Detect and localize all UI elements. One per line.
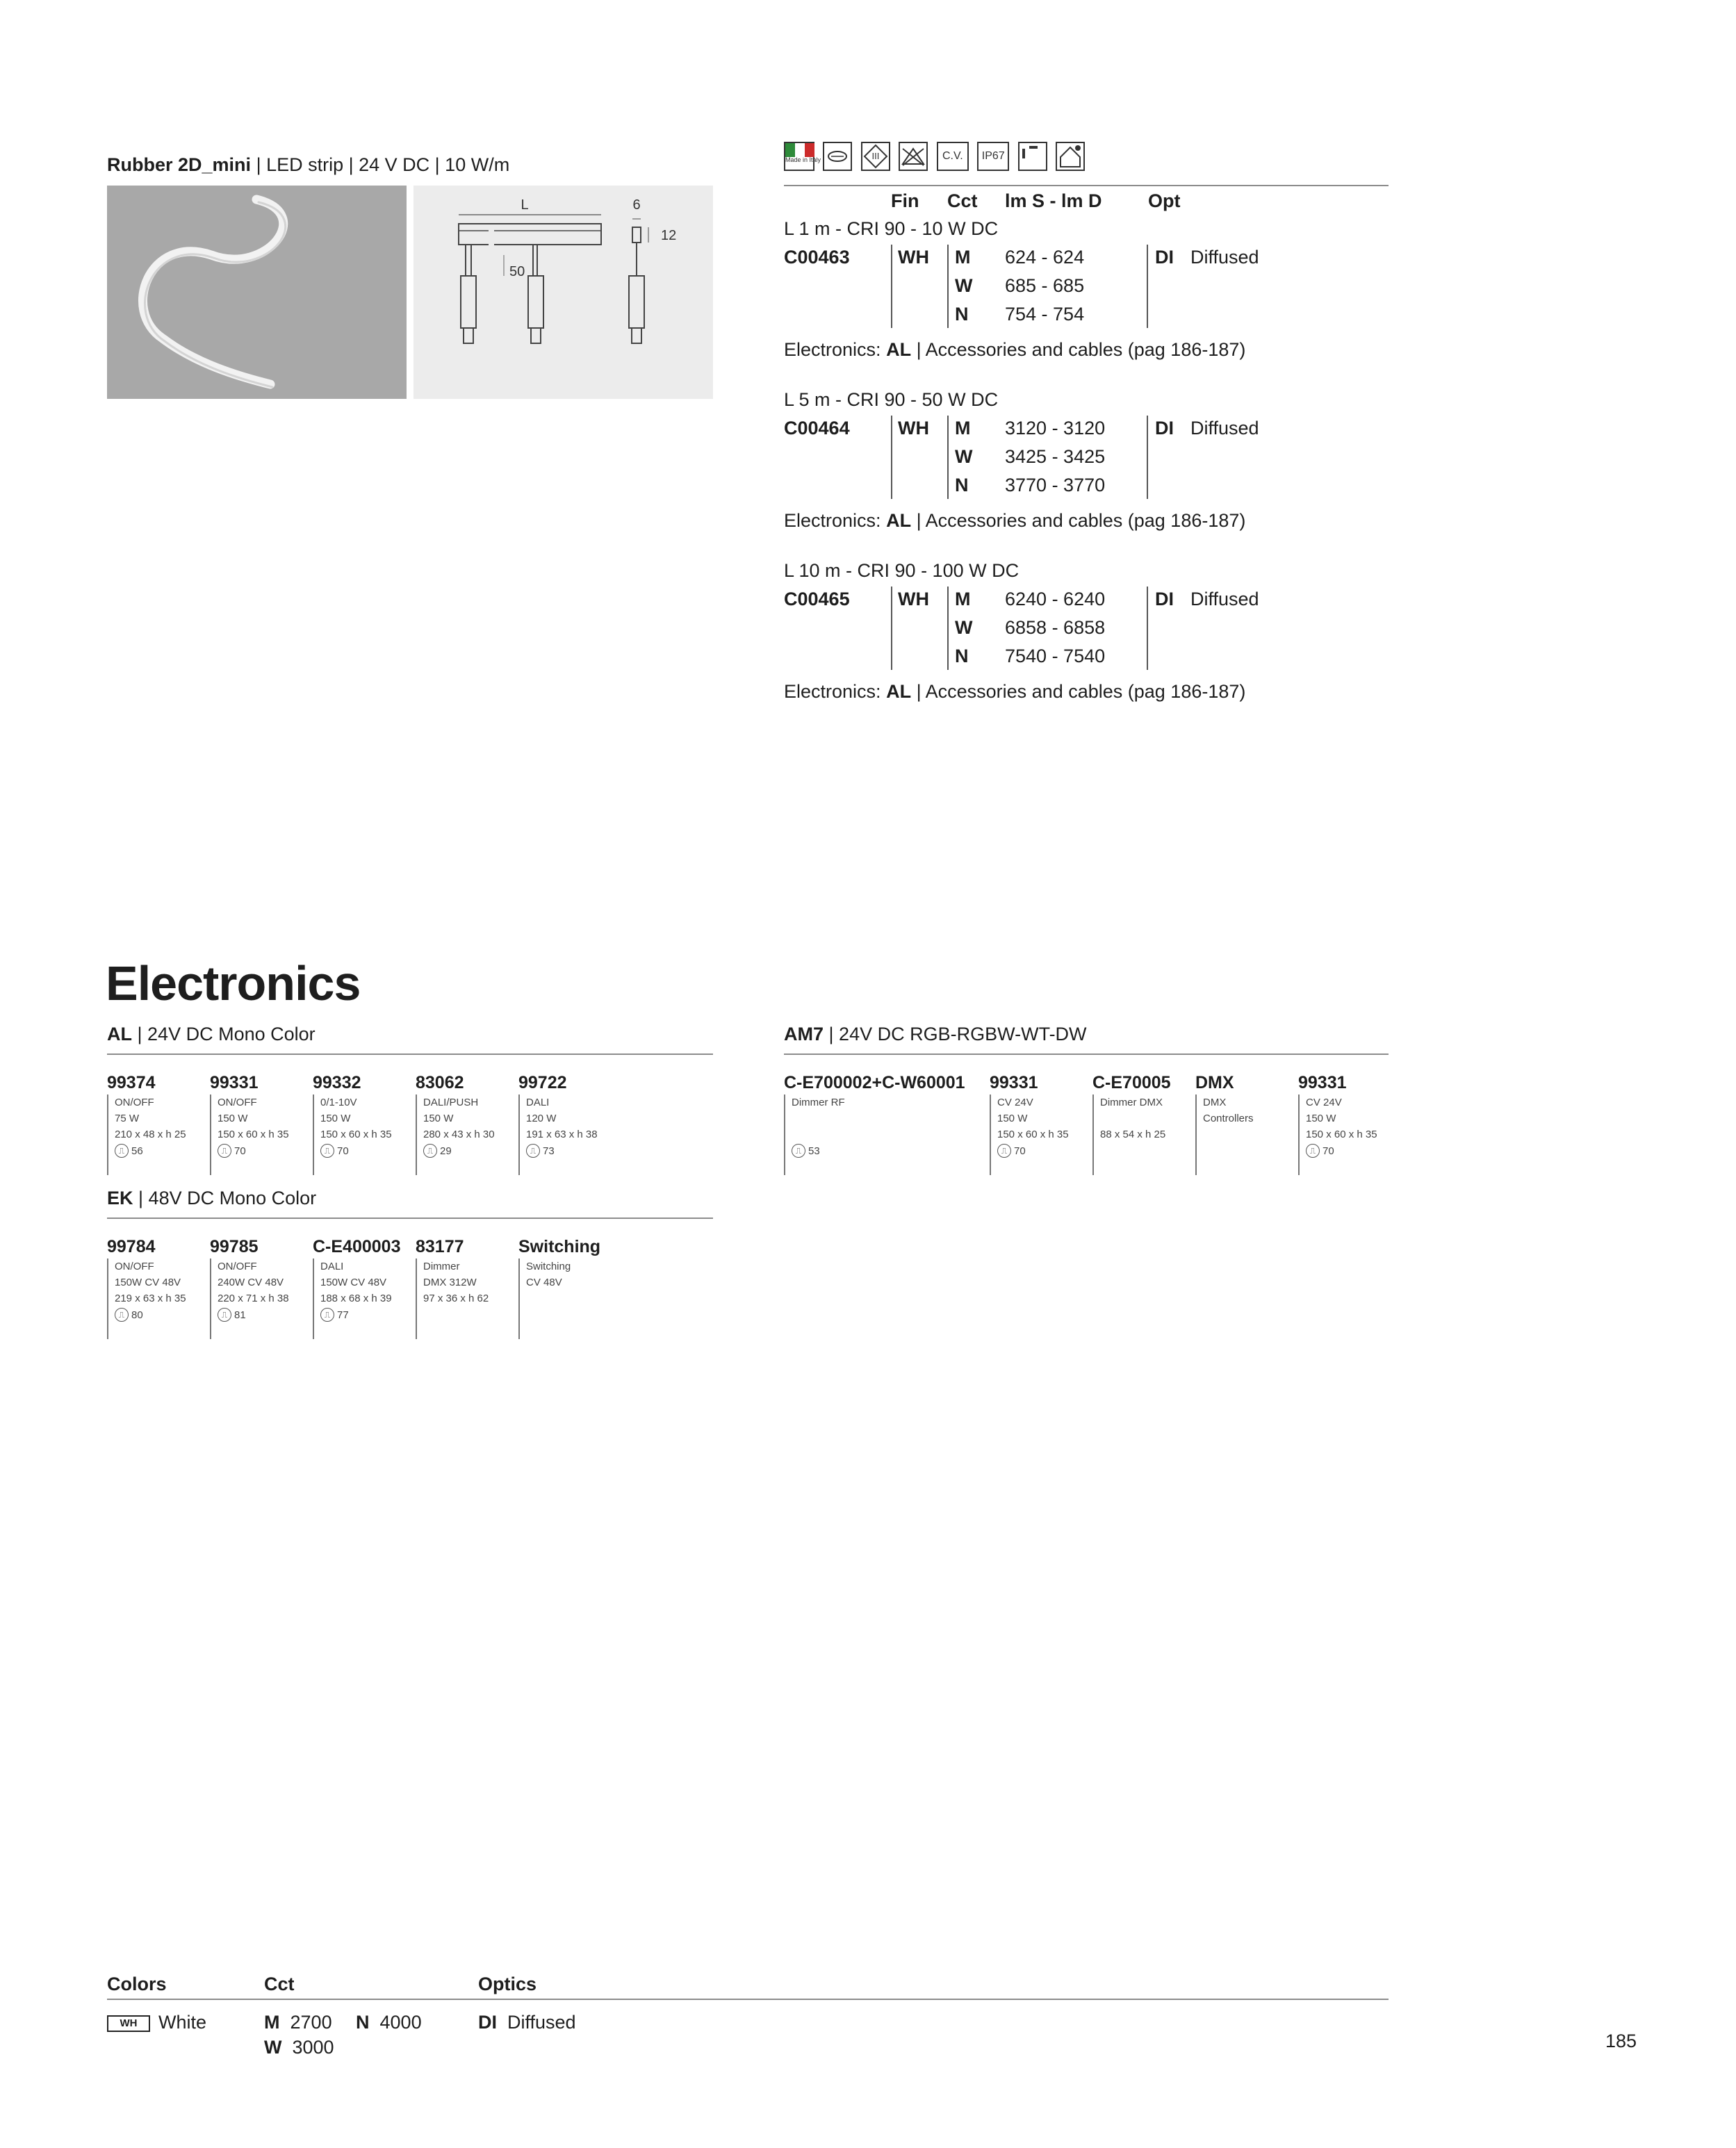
legend-optic: DI Diffused [478,2012,576,2033]
legend-cct-heading: Cct [264,1974,295,1994]
no-insulation-cover-icon [899,142,928,171]
col-divider [891,587,892,670]
electronics-note: Electronics: AL | Accessories and cables (pag 186-187) [784,339,1246,360]
driver-card: DMX DMX Controllers [1195,1073,1298,1175]
made-in-italy-icon: Made in Italy [784,142,814,171]
led-strip-image [107,186,407,399]
header-lm: lm S - lm D [1005,190,1102,211]
cct-code: N [955,475,969,495]
col-divider [1147,587,1148,670]
driver-card: 99374 ON/OFF 75 W 210 x 48 x h 25 ⎍ 56 [107,1073,210,1175]
driver-card: 83062 DALI/PUSH 150 W 280 x 43 x h 30 ⎍ 29 [416,1073,518,1175]
variant-title: L 5 m - CRI 90 - 50 W DC [784,389,999,410]
driver-card: 83177 Dimmer DMX 312W 97 x 36 x h 62 [416,1237,518,1339]
driver-card: C-E700002+C-W60001 Dimmer RF ⎍ 53 [784,1073,990,1175]
page-ref-icon: ⎍ [792,1144,805,1158]
col-divider [1147,416,1148,499]
al-rule [107,1053,713,1055]
optic-label: Diffused [1190,247,1259,268]
am7-section-title: AM7 | 24V DC RGB-RGBW-WT-DW [784,1024,1087,1044]
lumen-value: 6858 - 6858 [1005,617,1106,638]
cct-code: M [955,418,971,438]
page-ref-icon: ⎍ [218,1308,231,1322]
lumen-value: 3120 - 3120 [1005,418,1106,438]
optic-code: DI [1155,589,1174,609]
cct-code: N [955,304,969,325]
product-photo [107,186,407,399]
legend-optics-heading: Optics [478,1974,537,1994]
class-iii-icon: III [861,142,890,171]
product-name: Rubber 2D_mini [107,154,252,175]
page-number: 185 [1605,2031,1637,2051]
header-cct: Cct [947,190,978,211]
legend-cct-n: N 4000 [356,2012,422,2033]
ip67-icon: IP67 [977,142,1009,171]
col-divider [891,245,892,328]
dim-L: L [521,197,529,213]
am7-rule [784,1053,1389,1055]
col-divider [891,416,892,499]
lumen-value: 624 - 624 [1005,247,1085,268]
ek-rule [107,1218,713,1219]
driver-card: 99784 ON/OFF 150W CV 48V 219 x 63 x h 35 ⎍ 80 [107,1237,210,1339]
lumen-value: 7540 - 7540 [1005,646,1106,666]
driver-card: 99332 0/1-10V 150 W 150 x 60 x h 35 ⎍ 70 [313,1073,416,1175]
cct-code: W [955,617,973,638]
constant-voltage-icon: C.V. [937,142,969,171]
variant-code: C00465 [784,589,850,609]
driver-card: C-E70005 Dimmer DMX 88 x 54 x h 25 [1092,1073,1195,1175]
variant-title: L 10 m - CRI 90 - 100 W DC [784,560,1020,581]
lumen-value: 6240 - 6240 [1005,589,1106,609]
cct-code: M [955,589,971,609]
header-opt: Opt [1148,190,1181,211]
optic-label: Diffused [1190,589,1259,609]
electronics-note: Electronics: AL | Accessories and cables (pag 186-187) [784,681,1246,702]
col-divider [947,416,949,499]
electronics-note: Electronics: AL | Accessories and cables (pag 186-187) [784,510,1246,531]
driver-card: C-E400003 DALI 150W CV 48V 188 x 68 x h 39 ⎍ 77 [313,1237,416,1339]
page-ref-icon: ⎍ [218,1144,231,1158]
legend-color: WH White [107,2012,206,2033]
cct-code: N [955,646,969,666]
header-fin: Fin [891,190,919,211]
ek-section-title: EK | 48V DC Mono Color [107,1188,317,1208]
variant-fin: WH [898,589,929,609]
variant-code: C00463 [784,247,850,268]
optic-code: DI [1155,247,1174,268]
cct-code: W [955,275,973,296]
driver-card: 99331 CV 24V 150 W 150 x 60 x h 35 ⎍ 70 [1298,1073,1401,1175]
page-ref-icon: ⎍ [526,1144,540,1158]
col-divider [947,245,949,328]
driver-card: 99785 ON/OFF 240W CV 48V 220 x 71 x h 38 ⎍ 81 [210,1237,313,1339]
certification-icons [784,142,1090,171]
table-top-rule [784,185,1389,186]
dim-6: 6 [632,197,641,213]
variant-title: L 1 m - CRI 90 - 10 W DC [784,218,999,239]
product-specs: | LED strip | 24 V DC | 10 W/m [256,154,510,175]
driver-card: 99722 DALI 120 W 191 x 63 x h 38 ⎍ 73 [518,1073,621,1175]
wall-mount-icon [1018,142,1047,171]
optic-code: DI [1155,418,1174,438]
white-swatch: WH [107,2015,150,2032]
col-divider [1147,245,1148,328]
product-title [107,154,509,176]
lumen-value: 754 - 754 [1005,304,1085,325]
cct-code: W [955,446,973,467]
page-ref-icon: ⎍ [115,1308,129,1322]
col-divider [947,587,949,670]
electronics-heading: Electronics [106,956,361,1010]
page-ref-icon: ⎍ [320,1308,334,1322]
legend-cct-m: M 2700 [264,2012,332,2033]
legend-rule [107,1999,1389,2000]
variant-fin: WH [898,418,929,438]
dim-50: 50 [509,264,525,279]
lumen-value: 3770 - 3770 [1005,475,1106,495]
variant-fin: WH [898,247,929,268]
driver-card: 99331 CV 24V 150 W 150 x 60 x h 35 ⎍ 70 [990,1073,1092,1175]
page-ref-icon: ⎍ [423,1144,437,1158]
dim-12: 12 [661,228,677,243]
cct-code: M [955,247,971,268]
driver-card: 99331 ON/OFF 150 W 150 x 60 x h 35 ⎍ 70 [210,1073,313,1175]
optic-label: Diffused [1190,418,1259,438]
page-ref-icon: ⎍ [1306,1144,1320,1158]
dimension-drawing [413,186,713,399]
technical-drawing [413,186,713,399]
indoor-outdoor-icon [1056,142,1085,171]
legend-colors-heading: Colors [107,1974,167,1994]
lumen-value: 3425 - 3425 [1005,446,1106,467]
page-ref-icon: ⎍ [997,1144,1011,1158]
page-ref-icon: ⎍ [115,1144,129,1158]
page-ref-icon: ⎍ [320,1144,334,1158]
legend-cct-w: W 3000 [264,2037,334,2058]
lumen-value: 685 - 685 [1005,275,1085,296]
driver-card: Switching Switching CV 48V [518,1237,621,1339]
variant-code: C00464 [784,418,850,438]
lamp-ring-icon [823,142,852,171]
al-section-title: AL | 24V DC Mono Color [107,1024,316,1044]
